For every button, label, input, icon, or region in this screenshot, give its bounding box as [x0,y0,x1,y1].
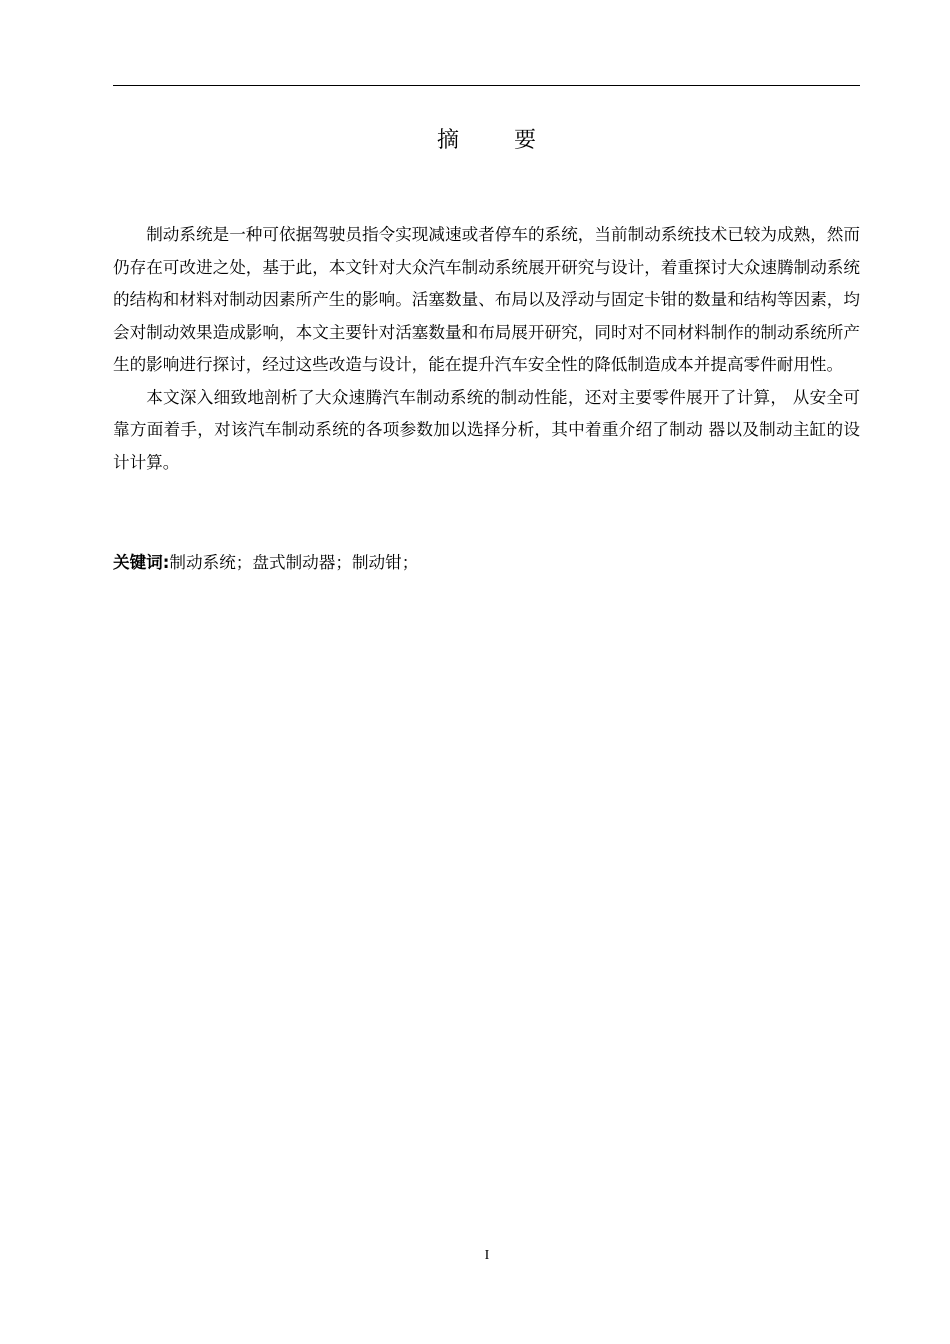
page-number: I [484,1248,490,1263]
keywords-line [113,549,860,577]
abstract-body [113,219,860,479]
abstract-title: 摘 要 [437,128,560,153]
keywords-text: 制动系统；盘式制动器；制动钳； [169,553,419,572]
keywords-label: 关键词: [113,553,170,572]
abstract-paragraph-1: 制动系统是一种可依据驾驶员指令实现减速或者停车的系统，当前制动系统技术已较为成熟，然而仍存在可改进之处，基于此，本文针对大众汽车制动系统展开研究与设计，着重探讨大众速腾制动系统的结构和材料对制动因素所产生的影响。活塞数量、布局以及浮动与固定卡钳的数量和结构等因素，均会对制动效果造成影响，本文主要针对活塞数量和布局展开研究，同时对不同材料制作的制动系统所产生的影响进行探讨，经过这些改造与设计，能在提升汽车安全性的降低制造成本并提高零件耐用性。 [113,225,860,374]
abstract-paragraph-2: 本文深入细致地剖析了大众速腾汽车制动系统的制动性能，还对主要零件展开了计算， 从安全可靠方面着手，对该汽车制动系统的各项参数加以选择分析，其中着重介绍了制动 器以及制动主缸的设计计算。 [113,387,860,472]
header-rule [113,85,860,86]
